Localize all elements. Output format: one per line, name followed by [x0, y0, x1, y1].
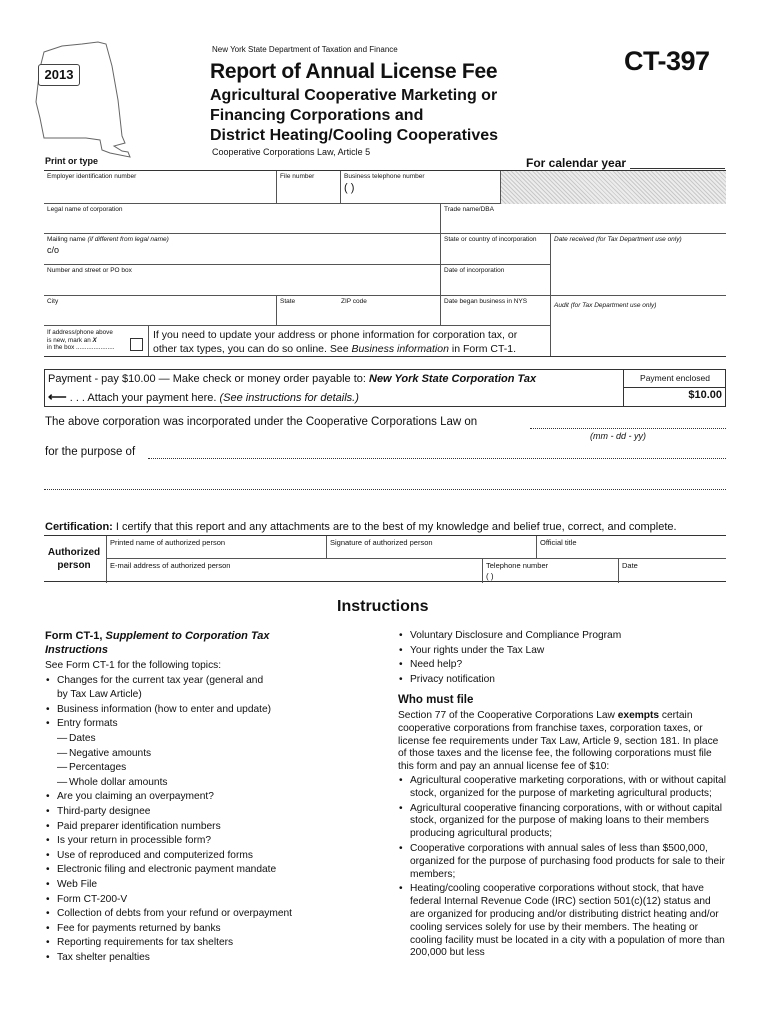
list-item: by Tax Law Article)	[57, 689, 142, 701]
list-item: — Percentages	[45, 761, 345, 776]
date-field[interactable]: Date	[618, 559, 726, 583]
print-or-type-label: Print or type	[45, 156, 99, 166]
form-title: Report of Annual License Fee	[210, 60, 498, 83]
list-item: • Your rights under the Tax Law	[398, 644, 728, 659]
trade-name-field[interactable]: Trade name/DBA	[440, 204, 726, 234]
topics-list	[45, 674, 345, 966]
list-item: • Need help?	[398, 658, 728, 673]
calendar-year-field[interactable]	[630, 157, 725, 169]
printed-name-field[interactable]: Printed name of authorized person	[106, 536, 326, 559]
payment-amount-rule	[623, 387, 726, 388]
list-item: • Fee for payments returned by banks	[45, 922, 345, 937]
zip-field[interactable]: ZIP code	[334, 296, 440, 326]
list-item: • Is your return in processible form?	[45, 834, 345, 849]
state-map-logo	[30, 40, 210, 165]
see-ct1-text: See Form CT-1 for the following topics:	[45, 660, 222, 671]
list-item: • Entry formats	[45, 717, 345, 732]
who-must-file-heading: Who must file	[398, 694, 474, 707]
list-item: — Whole dollar amounts	[45, 776, 345, 791]
list-item: • Third-party designee	[45, 805, 345, 820]
list-item: • Paid preparer identification numbers	[45, 820, 345, 835]
attach-payment-note: ⟵ . . . Attach your payment here. (See instructions for details.)	[48, 389, 359, 404]
telephone-field[interactable]: Telephone number ( )	[482, 559, 618, 583]
list-item: • Business information (how to enter and update)	[45, 703, 345, 718]
payment-amount: $10.00	[688, 389, 722, 401]
right-topics-list	[398, 629, 728, 687]
list-item: • Privacy notification	[398, 673, 728, 688]
address-change-checkbox[interactable]	[130, 338, 143, 351]
incorporation-statement: The above corporation was incorporated under the Cooperative Corporations Law on	[45, 416, 478, 428]
instructions-title: Instructions	[337, 598, 429, 615]
state-incorporation-field[interactable]: State or country of incorporation	[440, 234, 550, 265]
certification-statement: Certification: I certify that this report and any attachments are to the best of my knowledge and belief true, correct, and complete.	[45, 521, 677, 533]
legal-name-field[interactable]: Legal name of corporation	[44, 204, 440, 234]
incorporation-date-field[interactable]	[530, 428, 726, 429]
calendar-year-label: For calendar year	[526, 156, 627, 170]
purpose-field-line2[interactable]	[44, 489, 726, 490]
street-field[interactable]: Number and street or PO box	[44, 265, 440, 296]
address-change-label: If address/phone above is new, mark an X in the box ......................	[47, 329, 115, 351]
mailing-name-field[interactable]: Mailing name (if different from legal name) c/o	[44, 234, 440, 265]
city-field[interactable]: City	[44, 296, 276, 326]
payment-enclosed-label: Payment enclosed	[640, 373, 710, 383]
date-began-field[interactable]: Date began business in NYS	[440, 296, 550, 326]
payment-instruction: Payment - pay $10.00 — Make check or money order payable to: New York State Corporation Tax	[48, 373, 537, 385]
form-number: CT-397	[624, 46, 710, 76]
authorized-person-label: Authorized person	[47, 547, 101, 571]
list-item: • Collection of debts from your refund or overpayment	[45, 907, 345, 922]
list-item: • Agricultural cooperative marketing corporations, with or without capital stock, organized for the purpose of marketing agricultural products;	[398, 775, 728, 801]
update-address-message: If you need to update your address or phone information for corporation tax, or other tax types, you can do so online. See Business information in Form CT-1.	[148, 326, 550, 357]
list-item: • Reporting requirements for tax shelters	[45, 936, 345, 951]
who-must-file-list	[398, 775, 728, 960]
instructions-right-column	[398, 629, 728, 960]
date-incorporation-field[interactable]: Date of incorporation	[440, 265, 550, 296]
list-item: • Are you claiming an overpayment?	[45, 790, 345, 805]
list-item: • Changes for the current tax year (general and	[45, 674, 345, 689]
audit-box: Audit (for Tax Department use only)	[550, 296, 726, 357]
email-field[interactable]: E-mail address of authorized person	[106, 559, 482, 583]
list-item: • Web File	[45, 878, 345, 893]
list-item: • Agricultural cooperative financing corporations, with or without capital stock, organized for the purpose of making loans to their members producing agricultural products;	[398, 803, 728, 841]
date-received-box: Date received (for Tax Department use only)	[550, 234, 726, 296]
certification-table	[44, 535, 726, 582]
list-item: — Negative amounts	[45, 747, 345, 762]
list-item: • Use of reproduced and computerized forms	[45, 849, 345, 864]
instructions-left-column	[45, 629, 345, 965]
state-field[interactable]: State	[276, 296, 334, 326]
list-item: — Dates	[45, 732, 345, 747]
list-item: • Heating/cooling cooperative corporations without stock, that have federal Internal Revenue Code (IRC) section 501(c)(12) status and are organized for producing and/or distributing district heating and/or cooling services solely for use by their members. The heating or cooling facility must be located in a city with a population of more than 200,000 but less	[398, 883, 728, 960]
list-item: • Electronic filing and electronic payment mandate	[45, 863, 345, 878]
payment-divider	[623, 369, 624, 407]
list-item: • Form CT-200-V	[45, 893, 345, 908]
official-title-field[interactable]: Official title	[536, 536, 726, 559]
who-must-file-intro: Section 77 of the Cooperative Corporations Law exempts certain cooperative corporations from franchise taxes, corporation taxes, or license fee requirements under Tax Law, Article 9, section 181. In place of those taxes and the license fee, the following corporations must file this form and pay an annual license fee of $10:	[398, 709, 719, 773]
shaded-area	[500, 171, 726, 204]
arrow-left-icon: ⟵	[48, 389, 67, 404]
signature-field[interactable]: Signature of authorized person	[326, 536, 536, 559]
identification-grid	[44, 170, 726, 356]
file-number-field[interactable]: File number	[276, 171, 340, 204]
agency-name: New York State Department of Taxation and Finance	[212, 45, 398, 54]
grid-bottom-rule	[44, 356, 726, 357]
ein-field[interactable]: Employer identification number	[44, 171, 276, 204]
list-item: • Cooperative corporations with annual sales of less than $500,000, organized for the purpose of purchasing food products for sale to their members;	[398, 843, 728, 881]
date-format-hint: (mm - dd - yy)	[590, 431, 646, 441]
ct1-heading: Form CT-1, Supplement to Corporation Tax Instructions	[45, 630, 270, 656]
law-reference: Cooperative Corporations Law, Article 5	[212, 147, 371, 157]
purpose-field[interactable]	[148, 458, 726, 459]
form-subtitle: Agricultural Cooperative Marketing or Financing Corporations and District Heating/Cooling Cooperatives	[210, 87, 499, 144]
list-item: • Voluntary Disclosure and Compliance Program	[398, 629, 728, 644]
purpose-label: for the purpose of	[45, 446, 136, 458]
tax-year-badge: 2013	[38, 64, 80, 86]
list-item: • Tax shelter penalties	[45, 951, 345, 966]
phone-field[interactable]: Business telephone number ( )	[340, 171, 500, 204]
